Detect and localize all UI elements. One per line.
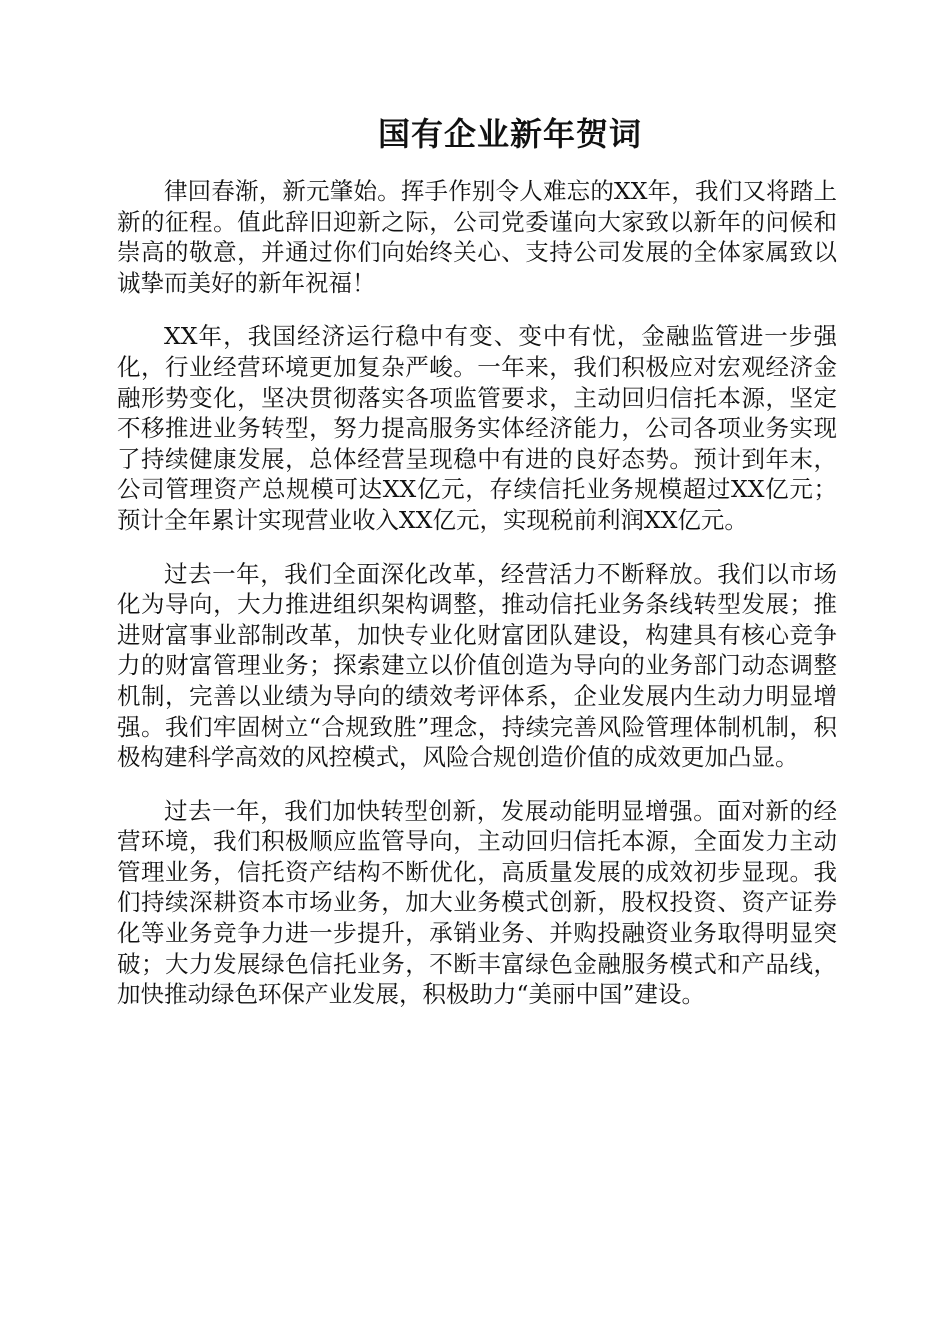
- document-title: 国有企业新年贺词: [377, 115, 642, 153]
- paragraph-2: XX年，我国经济运行稳中有变、变中有忧，金融监管进一步强化，行业经营环境更加复杂严峻。一年来，我们积极应对宏观经济金融形势变化，坚决贯彻落实各项监管要求，主动回归信托本源，坚定不移推进业务转型，努力提高服务实体经济能力，公司各项业务实现了持续健康发展，总体经营呈现稳中有进的良好态势。预计到年末，公司管理资产总规模可达XX亿元，存续信托业务规模超过XX亿元；预计全年累计实现营业收入XX亿元，实现税前利润XX亿元。: [117, 322, 837, 534]
- paragraph-3: 过去一年，我们全面深化改革，经营活力不断释放。我们以市场化为导向，大力推进组织架构调整，推动信托业务条线转型发展；推进财富事业部制改革，加快专业化财富团队建设，构建具有核心竞争力的财富管理业务；探索建立以价值创造为导向的业务部门动态调整机制，完善以业绩为导向的绩效考评体系，企业发展内生动力明显增强。我们牢固树立“合规致胜”理念，持续完善风险管理体制机制，积极构建科学高效的风控模式，风险合规创造价值的成效更加凸显。: [117, 559, 837, 772]
- paragraph-4: 过去一年，我们加快转型创新，发展动能明显增强。面对新的经营环境，我们积极顺应监管导向，主动回归信托本源，全面发力主动管理业务，信托资产结构不断优化，高质量发展的成效初步显现。我们持续深耕资本市场业务，加大业务模式创新，股权投资、资产证券化等业务竞争力进一步提升，承销业务、并购投融资业务取得明显突破；大力发展绿色信托业务，不断丰富绿色金融服务模式和产品线，加快推动绿色环保产业发展，积极助力“美丽中国”建设。: [117, 796, 837, 1009]
- paragraph-1: 律回春渐，新元肇始。挥手作别令人难忘的XX年，我们又将踏上新的征程。值此辞旧迎新之际，公司党委谨向大家致以新年的问候和崇高的敬意，并通过你们向始终关心、支持公司发展的全体家属致以诚挚而美好的新年祝福！: [117, 177, 837, 297]
- document-body: [117, 176, 837, 1033]
